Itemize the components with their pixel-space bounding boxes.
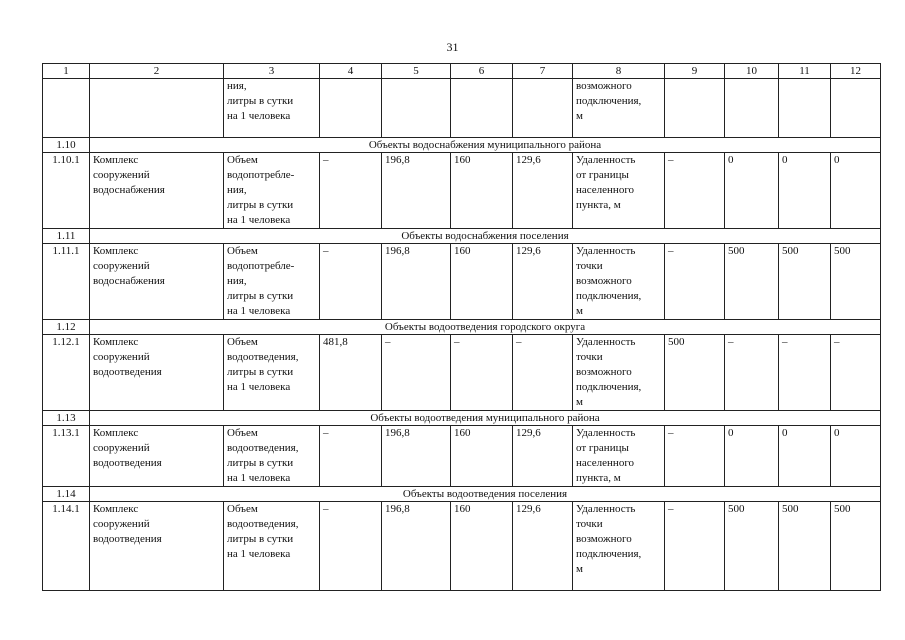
value-col5: 196,8 bbox=[382, 426, 451, 487]
value-col6: 160 bbox=[451, 502, 513, 591]
header-cell: 4 bbox=[320, 64, 382, 79]
section-title: Объекты водоотведения поселения bbox=[90, 487, 881, 502]
object-code: 1.12.1 bbox=[43, 335, 90, 411]
value-col6: 160 bbox=[451, 244, 513, 320]
section-code: 1.13 bbox=[43, 411, 90, 426]
table-cell bbox=[831, 79, 881, 138]
value-col5: 196,8 bbox=[382, 153, 451, 229]
table-row bbox=[43, 502, 881, 591]
section-header-row bbox=[43, 138, 881, 153]
value-col6: 160 bbox=[451, 426, 513, 487]
table-row bbox=[43, 244, 881, 320]
value-col10: – bbox=[725, 335, 779, 411]
header-row bbox=[43, 64, 881, 79]
object-code: 1.10.1 bbox=[43, 153, 90, 229]
table-row bbox=[43, 426, 881, 487]
table-cell bbox=[90, 79, 224, 138]
value-col7: 129,6 bbox=[513, 153, 573, 229]
section-header-row bbox=[43, 411, 881, 426]
object-name: Комплекс сооружений водоснабжения bbox=[90, 153, 224, 229]
value-col5: 196,8 bbox=[382, 244, 451, 320]
value-col11: 0 bbox=[779, 426, 831, 487]
parameter: Удаленность точки возможного подключения, м bbox=[573, 502, 665, 591]
continuation-indicator: ния, литры в сутки на 1 человека bbox=[224, 79, 320, 138]
value-col6: 160 bbox=[451, 153, 513, 229]
header-cell: 12 bbox=[831, 64, 881, 79]
value-col10: 0 bbox=[725, 426, 779, 487]
value-col11: 0 bbox=[779, 153, 831, 229]
value-col12: – bbox=[831, 335, 881, 411]
table-cell bbox=[382, 79, 451, 138]
parameter: Удаленность от границы населенного пункта, м bbox=[573, 426, 665, 487]
object-code: 1.13.1 bbox=[43, 426, 90, 487]
value-col10: 500 bbox=[725, 502, 779, 591]
value-col4: – bbox=[320, 502, 382, 591]
header-cell: 3 bbox=[224, 64, 320, 79]
header-cell: 6 bbox=[451, 64, 513, 79]
value-col5: 196,8 bbox=[382, 502, 451, 591]
header-cell: 2 bbox=[90, 64, 224, 79]
object-name: Комплекс сооружений водоснабжения bbox=[90, 244, 224, 320]
value-col9: – bbox=[665, 153, 725, 229]
table-row bbox=[43, 335, 881, 411]
indicator: Объем водопотребле- ния, литры в сутки на 1 человека bbox=[224, 153, 320, 229]
table-cell bbox=[513, 79, 573, 138]
header-cell: 10 bbox=[725, 64, 779, 79]
value-col10: 0 bbox=[725, 153, 779, 229]
parameter: Удаленность точки возможного подключения, м bbox=[573, 335, 665, 411]
table-cell bbox=[665, 79, 725, 138]
object-name: Комплекс сооружений водоотведения bbox=[90, 335, 224, 411]
table-cell bbox=[725, 79, 779, 138]
section-code: 1.12 bbox=[43, 320, 90, 335]
continuation-row bbox=[43, 79, 881, 138]
value-col7: 129,6 bbox=[513, 244, 573, 320]
table-cell bbox=[451, 79, 513, 138]
header-cell: 8 bbox=[573, 64, 665, 79]
value-col11: – bbox=[779, 335, 831, 411]
header-cell: 7 bbox=[513, 64, 573, 79]
value-col12: 0 bbox=[831, 153, 881, 229]
value-col4: 481,8 bbox=[320, 335, 382, 411]
value-col9: 500 bbox=[665, 335, 725, 411]
value-col4: – bbox=[320, 244, 382, 320]
table-cell bbox=[320, 79, 382, 138]
section-header-row bbox=[43, 229, 881, 244]
section-code: 1.10 bbox=[43, 138, 90, 153]
value-col7: 129,6 bbox=[513, 426, 573, 487]
header-cell: 1 bbox=[43, 64, 90, 79]
value-col12: 500 bbox=[831, 502, 881, 591]
object-code: 1.14.1 bbox=[43, 502, 90, 591]
value-col7: – bbox=[513, 335, 573, 411]
indicator: Объем водоотведения, литры в сутки на 1 человека bbox=[224, 426, 320, 487]
value-col6: – bbox=[451, 335, 513, 411]
section-code: 1.11 bbox=[43, 229, 90, 244]
table-cell bbox=[779, 79, 831, 138]
header-cell: 11 bbox=[779, 64, 831, 79]
continuation-parameter: возможного подключения, м bbox=[573, 79, 665, 138]
value-col11: 500 bbox=[779, 502, 831, 591]
page-number: 31 bbox=[446, 40, 459, 54]
indicator: Объем водоотведения, литры в сутки на 1 человека bbox=[224, 502, 320, 591]
value-col7: 129,6 bbox=[513, 502, 573, 591]
value-col11: 500 bbox=[779, 244, 831, 320]
section-title: Объекты водоотведения городского округа bbox=[90, 320, 881, 335]
value-col10: 500 bbox=[725, 244, 779, 320]
header-cell: 9 bbox=[665, 64, 725, 79]
table-row bbox=[43, 153, 881, 229]
value-col4: – bbox=[320, 153, 382, 229]
header-cell: 5 bbox=[382, 64, 451, 79]
value-col12: 0 bbox=[831, 426, 881, 487]
section-header-row bbox=[43, 487, 881, 502]
object-code: 1.11.1 bbox=[43, 244, 90, 320]
section-title: Объекты водоотведения муниципального района bbox=[90, 411, 881, 426]
section-title: Объекты водоснабжения муниципального района bbox=[90, 138, 881, 153]
indicator: Объем водоотведения, литры в сутки на 1 человека bbox=[224, 335, 320, 411]
section-title: Объекты водоснабжения поселения bbox=[90, 229, 881, 244]
parameter: Удаленность от границы населенного пункта, м bbox=[573, 153, 665, 229]
object-name: Комплекс сооружений водоотведения bbox=[90, 426, 224, 487]
value-col9: – bbox=[665, 244, 725, 320]
table-cell bbox=[43, 79, 90, 138]
object-name: Комплекс сооружений водоотведения bbox=[90, 502, 224, 591]
value-col5: – bbox=[382, 335, 451, 411]
value-col9: – bbox=[665, 426, 725, 487]
value-col9: – bbox=[665, 502, 725, 591]
section-code: 1.14 bbox=[43, 487, 90, 502]
norms-table bbox=[42, 63, 881, 591]
value-col12: 500 bbox=[831, 244, 881, 320]
section-header-row bbox=[43, 320, 881, 335]
indicator: Объем водопотребле- ния, литры в сутки на 1 человека bbox=[224, 244, 320, 320]
parameter: Удаленность точки возможного подключения, м bbox=[573, 244, 665, 320]
value-col4: – bbox=[320, 426, 382, 487]
